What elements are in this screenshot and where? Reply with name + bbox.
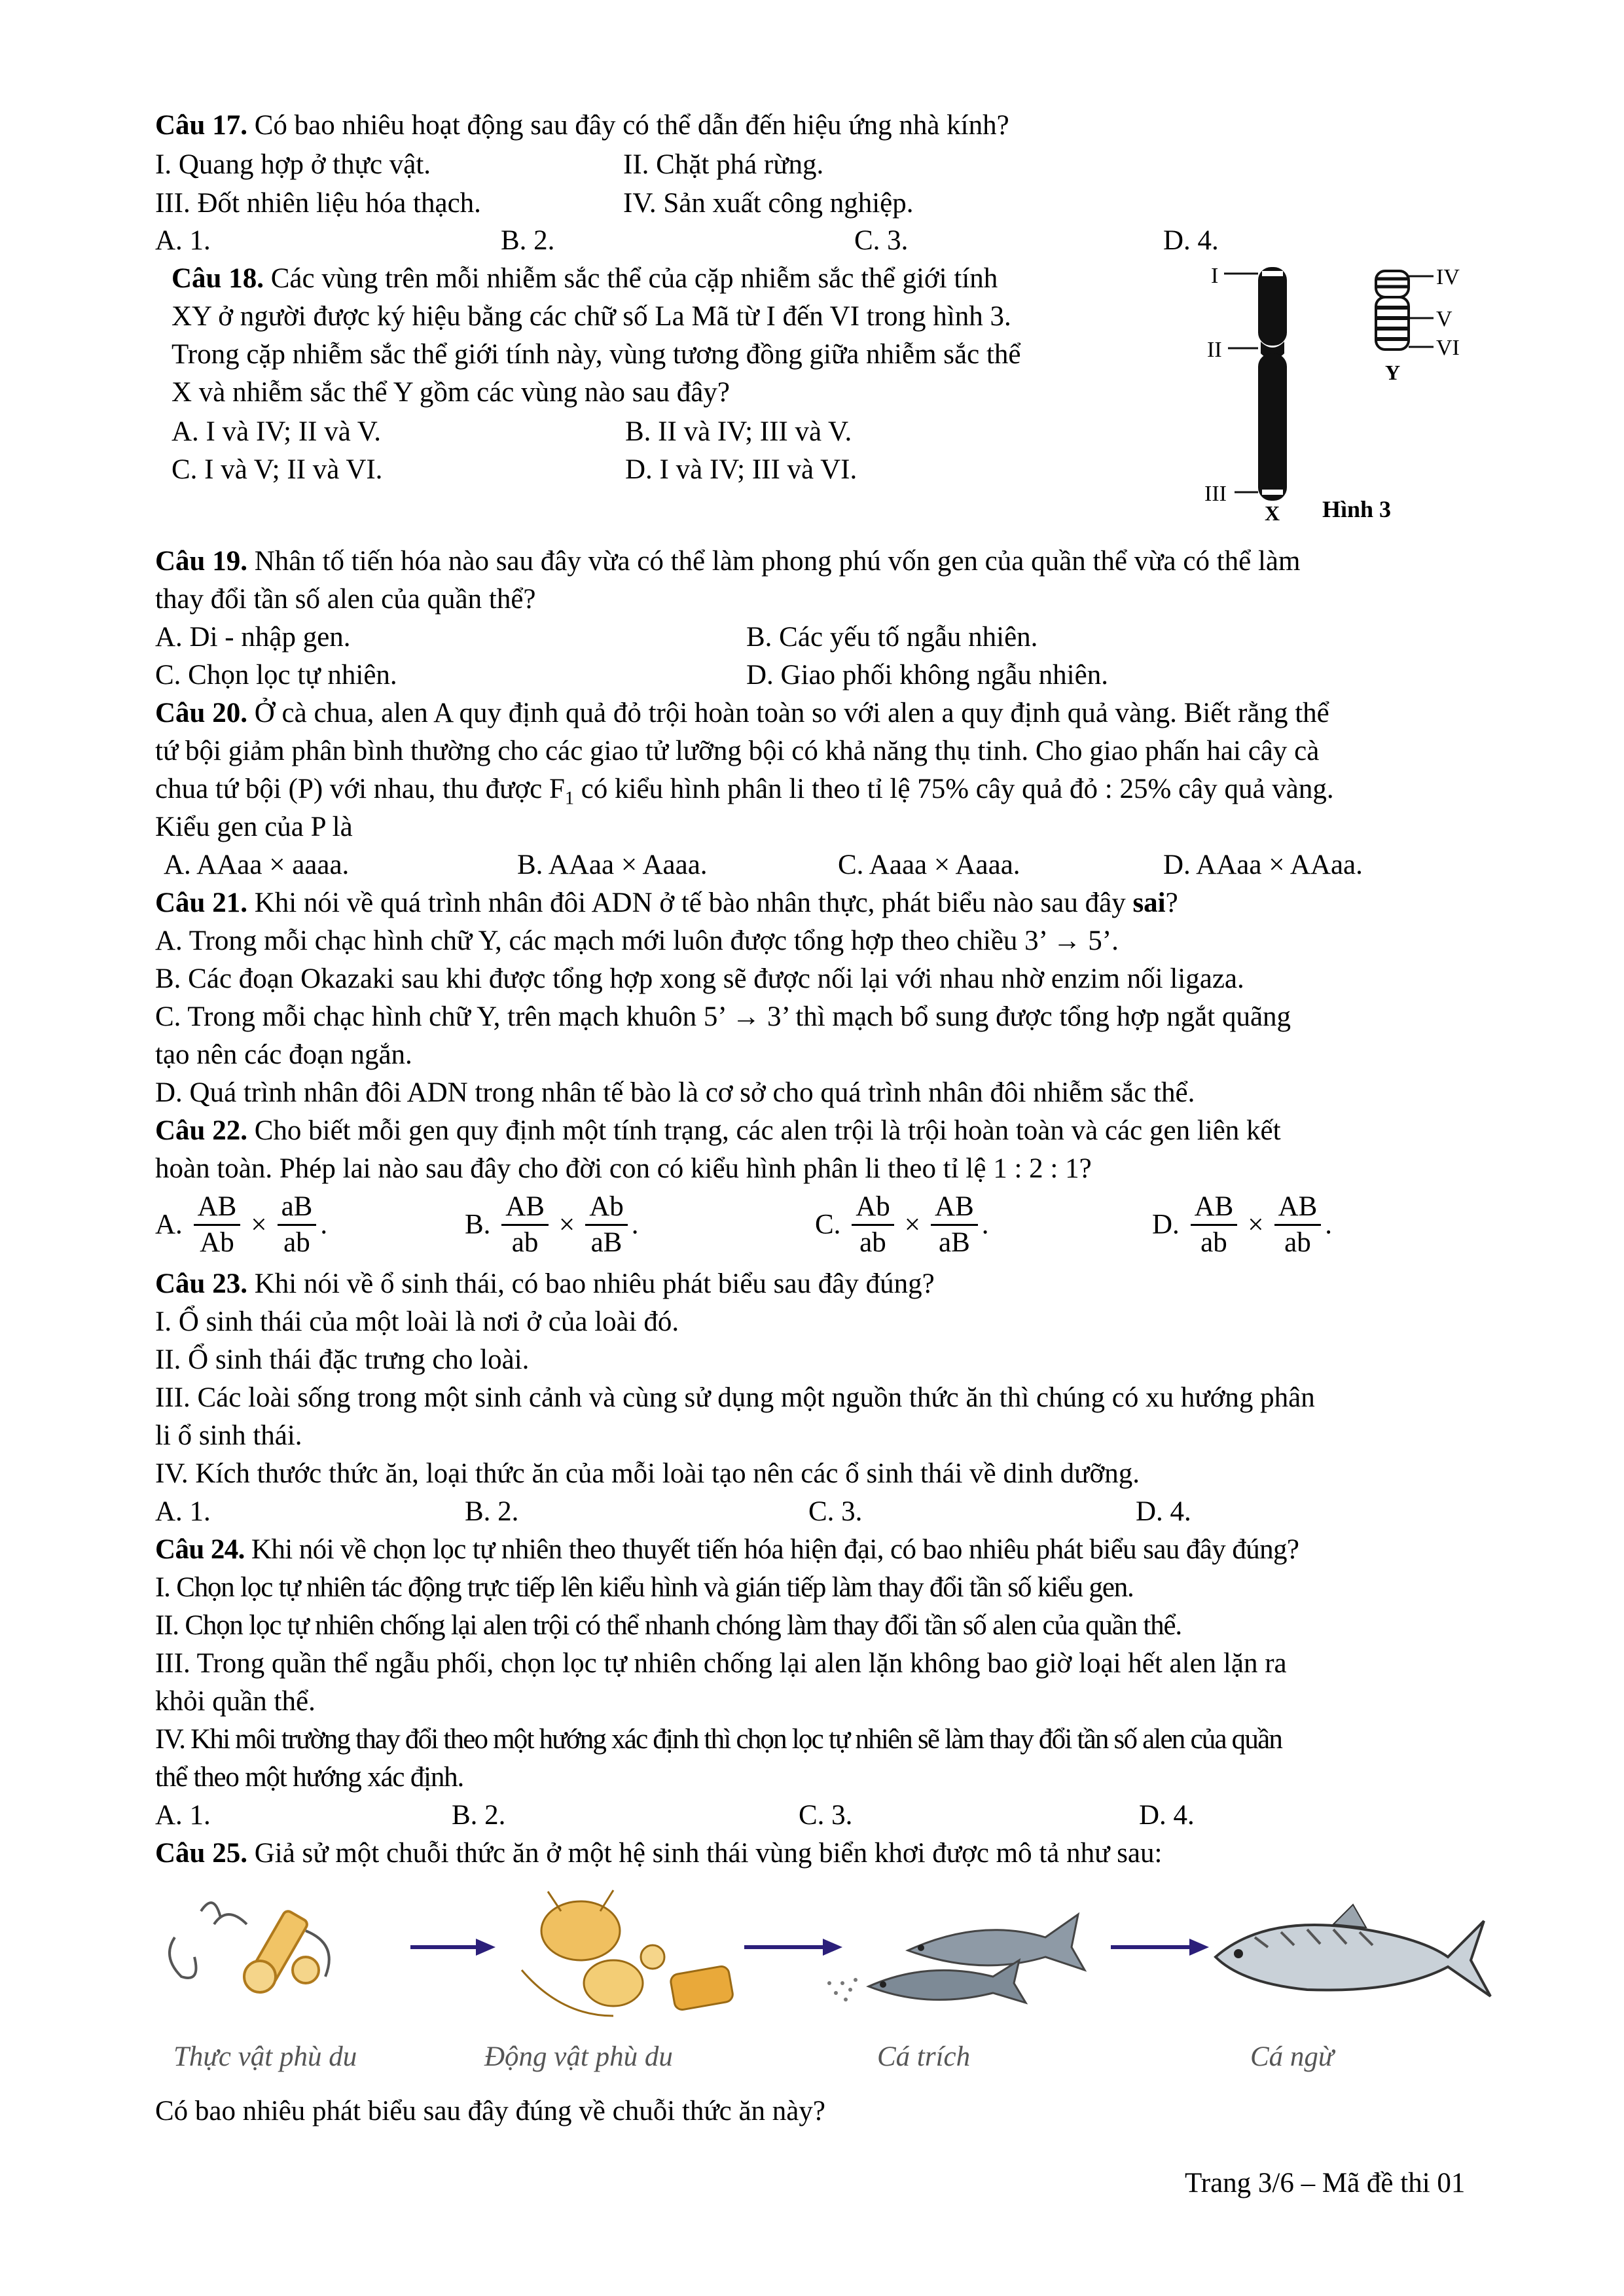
q24-number: Câu 24. bbox=[155, 1534, 245, 1565]
q23-item-4: IV. Kích thước thức ăn, loại thức ăn của mỗi loài tạo nên các ổ sinh thái về dinh dưỡng. bbox=[155, 1458, 1140, 1489]
q21-option-c-cont: tạo nên các đoạn ngắn. bbox=[155, 1039, 412, 1070]
q22-option-d bbox=[1152, 1190, 1332, 1260]
chain-label-herring: Cá trích bbox=[877, 2041, 971, 2072]
q20-line-3-head: chua tứ bội (P) với nhau, thu được F bbox=[155, 774, 565, 804]
q17-option-c: C. 3. bbox=[854, 225, 909, 256]
q17-item-4: IV. Sản xuất công nghiệp. bbox=[623, 188, 914, 219]
q24-item-4: IV. Khi môi trường thay đổi theo một hướng xác định thì chọn lọc tự nhiên sẽ làm thay đổi tần số alen của quần bbox=[155, 1724, 1282, 1755]
q24-option-a: A. 1. bbox=[155, 1800, 211, 1831]
q23-item-3-cont: li ổ sinh thái. bbox=[155, 1420, 302, 1451]
q23-item-1: I. Ổ sinh thái của một loài là nơi ở của loài đó. bbox=[155, 1306, 679, 1337]
q20-line-2: tứ bội giảm phân bình thường cho các giao tử lưỡng bội có khả năng thụ tinh. Cho giao phấn hai cây cà bbox=[155, 736, 1320, 766]
q17-option-d: D. 4. bbox=[1163, 225, 1219, 256]
q22-a-den1: Ab bbox=[200, 1227, 234, 1258]
label-VI: VI bbox=[1436, 336, 1460, 360]
q20-option-d: D. AAaa × AAaa. bbox=[1163, 850, 1363, 880]
q19-option-c: C. Chọn lọc tự nhiên. bbox=[155, 660, 397, 691]
q22-d-num1: AB bbox=[1191, 1190, 1238, 1226]
q22-c-dot: . bbox=[981, 1209, 989, 1240]
q22-stem bbox=[155, 1114, 1281, 1148]
label-X: X bbox=[1265, 501, 1280, 525]
q24-item-2: II. Chọn lọc tự nhiên chống lại alen trội có thể nhanh chóng làm thay đổi tần số alen của quần thể. bbox=[155, 1610, 1182, 1641]
chain-label-phytoplankton: Thực vật phù du bbox=[173, 2041, 357, 2072]
q23-item-3: III. Các loài sống trong một sinh cảnh và cùng sử dụng một nguồn thức ăn thì chúng có xu hướng phân bbox=[155, 1382, 1315, 1413]
q22-b-times: × bbox=[558, 1209, 575, 1240]
q22-line-1: Cho biết mỗi gen quy định một tính trạng, các alen trội là trội hoàn toàn và các gen liên kết bbox=[247, 1115, 1281, 1146]
q21-tail: ? bbox=[1165, 888, 1178, 918]
food-chain-figure bbox=[155, 1885, 1497, 2042]
q21-option-a: A. Trong mỗi chạc hình chữ Y, các mạch mới luôn được tổng hợp theo chiều 3’ → 5’. bbox=[155, 925, 1119, 956]
q17-item-1: I. Quang hợp ở thực vật. bbox=[155, 149, 431, 180]
q17-option-a: A. 1. bbox=[155, 225, 211, 256]
q19-option-d: D. Giao phối không ngẫu nhiên. bbox=[746, 660, 1108, 691]
label-IV: IV bbox=[1436, 265, 1460, 289]
q22-b-dot: . bbox=[631, 1209, 639, 1240]
q23-text: Khi nói về ổ sinh thái, có bao nhiêu phát biểu sau đây đúng? bbox=[247, 1268, 935, 1299]
q24-option-d: D. 4. bbox=[1139, 1800, 1195, 1831]
label-III: III bbox=[1204, 482, 1227, 506]
q18-line-4: X và nhiễm sắc thể Y gồm các vùng nào sau đây? bbox=[171, 377, 730, 408]
q17-option-b: B. 2. bbox=[501, 225, 555, 256]
q18-stem bbox=[171, 262, 998, 296]
arrow-3 bbox=[1111, 1939, 1209, 1956]
q21-option-c: C. Trong mỗi chạc hình chữ Y, trên mạch khuôn 5’ → 3’ thì mạch bổ sung được tổng hợp ngắt quãng bbox=[155, 1001, 1291, 1032]
q22-b-den2: aB bbox=[590, 1227, 623, 1258]
q22-a-label: A. bbox=[155, 1209, 183, 1240]
q22-b-num1: AB bbox=[501, 1190, 549, 1226]
q23-option-c: C. 3. bbox=[808, 1496, 863, 1527]
q22-b-label: B. bbox=[465, 1209, 491, 1240]
q20-option-c: C. Aaaa × Aaaa. bbox=[838, 850, 1020, 880]
q23-option-b: B. 2. bbox=[465, 1496, 519, 1527]
arrow-1 bbox=[410, 1939, 496, 1956]
q22-b-den1: ab bbox=[511, 1227, 539, 1258]
chromosome-figure bbox=[1204, 255, 1519, 530]
q22-c-den2: aB bbox=[938, 1227, 970, 1258]
q22-d-dot: . bbox=[1325, 1209, 1333, 1240]
q18-option-d: D. I và IV; III và VI. bbox=[625, 454, 857, 485]
q19-option-a: A. Di - nhập gen. bbox=[155, 622, 351, 653]
q25-question: Có bao nhiêu phát biểu sau đây đúng về chuỗi thức ăn này? bbox=[155, 2096, 825, 2126]
q23-stem bbox=[155, 1267, 935, 1301]
q23-option-a: A. 1. bbox=[155, 1496, 211, 1527]
q24-item-1: I. Chọn lọc tự nhiên tác động trực tiếp lên kiểu hình và gián tiếp làm thay đổi tần số kiểu gen. bbox=[155, 1572, 1134, 1603]
figure-caption: Hình 3 bbox=[1322, 496, 1392, 522]
q20-line-3 bbox=[155, 772, 1334, 816]
q21-option-b: B. Các đoạn Okazaki sau khi được tổng hợp xong sẽ được nối lại với nhau nhờ enzim nối ligaza. bbox=[155, 963, 1244, 994]
q20-line-1: Ở cà chua, alen A quy định quả đỏ trội hoàn toàn so với alen a quy định quả vàng. Biết rằng thể bbox=[247, 698, 1329, 728]
q22-c-den1: ab bbox=[859, 1227, 886, 1258]
q20-line-3-tail: có kiểu hình phân li theo tỉ lệ 75% cây quả đỏ : 25% cây quả vàng. bbox=[573, 774, 1334, 804]
q18-option-b: B. II và IV; III và V. bbox=[625, 416, 852, 447]
q24-option-b: B. 2. bbox=[452, 1800, 506, 1831]
q21-text: Khi nói về quá trình nhân đôi ADN ở tế bào nhân thực, phát biểu nào sau đây bbox=[247, 888, 1133, 918]
q18-line-3: Trong cặp nhiễm sắc thể giới tính này, vùng tương đồng giữa nhiễm sắc thể bbox=[171, 339, 1021, 370]
q22-option-a bbox=[155, 1190, 327, 1260]
arrow-2 bbox=[744, 1939, 842, 1956]
tuna-illustration bbox=[1216, 1905, 1490, 1996]
q22-d-times: × bbox=[1248, 1209, 1264, 1240]
q20-stem bbox=[155, 696, 1329, 730]
y-chromosome bbox=[1376, 271, 1434, 350]
q22-a-num1: AB bbox=[194, 1190, 241, 1226]
q22-d-num2: AB bbox=[1274, 1190, 1322, 1226]
q24-item-4-cont: thể theo một hướng xác định. bbox=[155, 1762, 464, 1793]
q20-subscript: 1 bbox=[564, 788, 574, 809]
label-V: V bbox=[1436, 307, 1453, 331]
q19-line-1: Nhân tố tiến hóa nào sau đây vừa có thể làm phong phú vốn gen của quần thể vừa có thể làm bbox=[247, 546, 1301, 577]
q24-stem bbox=[155, 1533, 1299, 1567]
q22-b-num2: Ab bbox=[585, 1190, 628, 1226]
q20-option-b: B. AAaa × Aaaa. bbox=[517, 850, 708, 880]
q24-item-3-cont: khỏi quần thể. bbox=[155, 1686, 316, 1717]
q23-item-2: II. Ổ sinh thái đặc trưng cho loài. bbox=[155, 1344, 530, 1375]
q17-text: Có bao nhiêu hoạt động sau đây có thể dẫn đến hiệu ứng nhà kính? bbox=[247, 110, 1009, 141]
q22-a-dot: . bbox=[320, 1209, 328, 1240]
q25-number: Câu 25. bbox=[155, 1838, 247, 1869]
chain-label-tuna: Cá ngừ bbox=[1250, 2041, 1334, 2072]
q22-d-den2: ab bbox=[1284, 1227, 1311, 1258]
q22-a-times: × bbox=[251, 1209, 267, 1240]
label-II: II bbox=[1207, 338, 1222, 362]
q20-number: Câu 20. bbox=[155, 698, 247, 728]
q19-stem bbox=[155, 545, 1300, 579]
q21-bold-word: sai bbox=[1132, 888, 1166, 918]
q24-option-c: C. 3. bbox=[799, 1800, 853, 1831]
q22-a-num2: aB bbox=[278, 1190, 317, 1226]
q23-option-d: D. 4. bbox=[1136, 1496, 1191, 1527]
q19-line-2: thay đổi tần số alen của quần thể? bbox=[155, 584, 536, 615]
page-footer: Trang 3/6 – Mã đề thi 01 bbox=[1185, 2168, 1466, 2198]
q21-number: Câu 21. bbox=[155, 888, 247, 918]
q18-line-2: XY ở người được ký hiệu bằng các chữ số La Mã từ I đến VI trong hình 3. bbox=[171, 301, 1011, 332]
q22-a-den2: ab bbox=[283, 1227, 310, 1258]
q20-line-4: Kiểu gen của P là bbox=[155, 812, 353, 842]
q17-stem bbox=[155, 109, 1009, 143]
q18-line-1: Các vùng trên mỗi nhiễm sắc thể của cặp nhiễm sắc thể giới tính bbox=[263, 263, 998, 294]
q21-stem bbox=[155, 886, 1178, 920]
q22-c-num1: Ab bbox=[852, 1190, 894, 1226]
q22-d-label: D. bbox=[1152, 1209, 1180, 1240]
q25-text: Giả sử một chuỗi thức ăn ở một hệ sinh thái vùng biển khơi được mô tả như sau: bbox=[247, 1838, 1163, 1869]
q22-d-den1: ab bbox=[1200, 1227, 1227, 1258]
q21-option-d: D. Quá trình nhân đôi ADN trong nhân tế bào là cơ sở cho quá trình nhân đôi nhiễm sắc thể. bbox=[155, 1077, 1195, 1108]
q24-text: Khi nói về chọn lọc tự nhiên theo thuyết tiến hóa hiện đại, có bao nhiêu phát biểu sau đây đúng? bbox=[244, 1534, 1299, 1565]
q22-option-c bbox=[815, 1190, 989, 1260]
q19-number: Câu 19. bbox=[155, 546, 247, 577]
zooplankton-illustration bbox=[522, 1890, 734, 2016]
chain-label-zooplankton: Động vật phù du bbox=[484, 2041, 673, 2072]
q22-number: Câu 22. bbox=[155, 1115, 247, 1146]
q19-option-b: B. Các yếu tố ngẫu nhiên. bbox=[746, 622, 1038, 653]
q17-item-2: II. Chặt phá rừng. bbox=[623, 149, 824, 180]
x-chromosome bbox=[1224, 267, 1287, 501]
q18-option-c: C. I và V; II và VI. bbox=[171, 454, 383, 485]
label-Y: Y bbox=[1385, 361, 1401, 384]
q20-option-a: A. AAaa × aaaa. bbox=[164, 850, 350, 880]
q24-item-3: III. Trong quần thể ngẫu phối, chọn lọc tự nhiên chống lại alen lặn không bao giờ loại hết alen lặn ra bbox=[155, 1648, 1287, 1679]
herring-illustration bbox=[827, 1914, 1085, 2003]
q17-item-3: III. Đốt nhiên liệu hóa thạch. bbox=[155, 188, 481, 219]
q18-number: Câu 18. bbox=[171, 263, 264, 294]
q18-option-a: A. I và IV; II và V. bbox=[171, 416, 382, 447]
q23-number: Câu 23. bbox=[155, 1268, 247, 1299]
label-I: I bbox=[1211, 264, 1219, 288]
q22-option-b bbox=[465, 1190, 639, 1260]
q22-c-label: C. bbox=[815, 1209, 841, 1240]
phytoplankton-illustration bbox=[170, 1903, 329, 1992]
q22-c-times: × bbox=[904, 1209, 921, 1240]
q22-c-num2: AB bbox=[931, 1190, 978, 1226]
q17-number: Câu 17. bbox=[155, 110, 247, 141]
q22-line-2: hoàn toàn. Phép lai nào sau đây cho đời con có kiểu hình phân li theo tỉ lệ 1 : 2 : 1? bbox=[155, 1153, 1092, 1184]
q25-stem bbox=[155, 1837, 1162, 1871]
